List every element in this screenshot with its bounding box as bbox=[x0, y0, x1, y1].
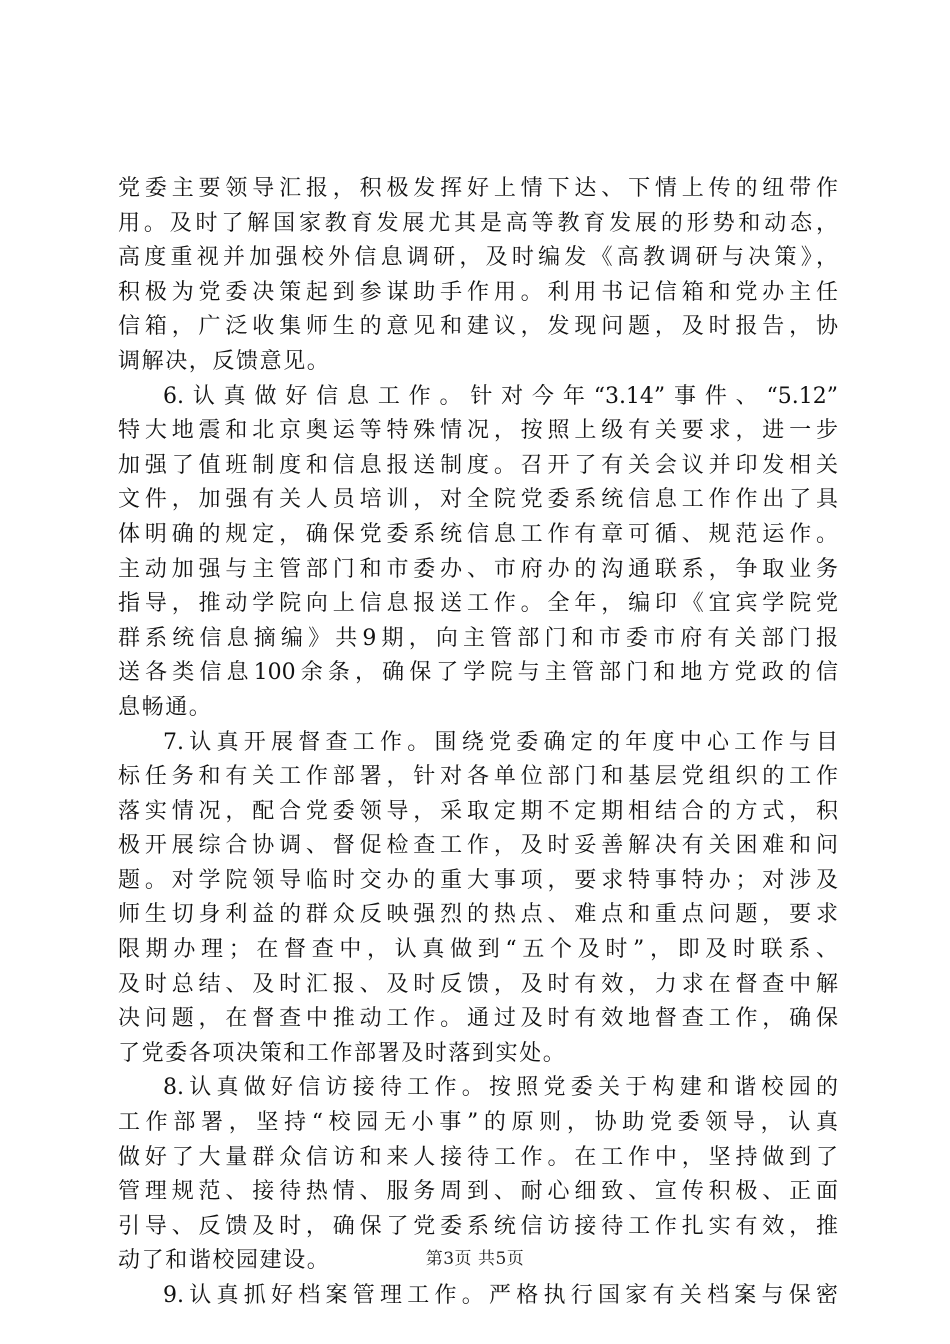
text-line: 7.认真开展督查工作。围绕党委确定的年度中心工作与目 bbox=[163, 729, 838, 755]
text-line: 极开展综合协调、督促检查工作，及时妥善解决有关困难和问 bbox=[118, 833, 838, 859]
text-line: 6.认真做好信息工作。针对今年“3.14”事件、“5.12” bbox=[163, 383, 838, 409]
text-line: 落实情况，配合党委领导，采取定期不定期相结合的方式，积 bbox=[118, 798, 838, 824]
text-line: 息畅通。 bbox=[118, 694, 213, 720]
text-line: 限期办理；在督查中，认真做到“五个及时”，即及时联系、 bbox=[118, 937, 838, 963]
text-line: 群系统信息摘编》共9期，向主管部门和市委市府有关部门报 bbox=[118, 625, 838, 651]
text-line: 做好了大量群众信访和来人接待工作。在工作中，坚持做到了 bbox=[118, 1144, 838, 1170]
text-line: 用。及时了解国家教育发展尤其是高等教育发展的形势和动态， bbox=[118, 210, 838, 236]
text-line: 引导、反馈及时，确保了党委系统信访接待工作扎实有效，推 bbox=[118, 1213, 838, 1239]
text-line: 标任务和有关工作部署，针对各单位部门和基层党组织的工作 bbox=[118, 764, 838, 790]
text-line: 了党委各项决策和工作部署及时落到实处。 bbox=[118, 1040, 567, 1066]
text-line: 9.认真抓好档案管理工作。严格执行国家有关档案与保密 bbox=[163, 1283, 838, 1308]
text-line: 积极为党委决策起到参谋助手作用。利用书记信箱和党办主任 bbox=[118, 279, 838, 305]
text-line: 调解决，反馈意见。 bbox=[118, 348, 331, 374]
text-line: 党委主要领导汇报，积极发挥好上情下达、下情上传的纽带作 bbox=[118, 176, 838, 201]
text-line: 主动加强与主管部门和市委办、市府办的沟通联系，争取业务 bbox=[118, 556, 838, 582]
text-line: 指导，推动学院向上信息报送工作。全年，编印《宜宾学院党 bbox=[118, 591, 838, 617]
text-line: 题。对学院领导临时交办的重大事项，要求特事特办；对涉及 bbox=[118, 867, 838, 893]
text-line: 加强了值班制度和信息报送制度。召开了有关会议并印发相关 bbox=[118, 452, 838, 478]
text-line: 送各类信息100余条，确保了学院与主管部门和地方党政的信 bbox=[118, 660, 838, 686]
text-line: 及时总结、及时汇报、及时反馈，及时有效，力求在督查中解 bbox=[118, 971, 838, 997]
text-line: 师生切身利益的群众反映强烈的热点、难点和重点问题，要求 bbox=[118, 902, 838, 928]
text-line: 高度重视并加强校外信息调研，及时编发《高教调研与决策》， bbox=[118, 245, 838, 271]
text-line: 动了和谐校园建设。 bbox=[118, 1248, 331, 1274]
text-line: 信箱，广泛收集师生的意见和建议，发现问题，及时报告，协 bbox=[118, 314, 838, 340]
text-line: 管理规范、接待热情、服务周到、耐心细致、宣传积极、正面 bbox=[118, 1179, 838, 1205]
text-line: 8.认真做好信访接待工作。按照党委关于构建和谐校园的 bbox=[163, 1075, 838, 1101]
document-body bbox=[118, 172, 838, 1314]
page-number-footer: 第3页 共5页 bbox=[425, 1249, 525, 1269]
text-line: 决问题，在督查中推动工作。通过及时有效地督查工作，确保 bbox=[118, 1006, 838, 1032]
text-line: 体明确的规定，确保党委系统信息工作有章可循、规范运作。 bbox=[118, 521, 838, 547]
text-line: 文件，加强有关人员培训，对全院党委系统信息工作作出了具 bbox=[118, 487, 838, 513]
text-line: 工作部署，坚持“校园无小事”的原则，协助党委领导，认真 bbox=[118, 1110, 838, 1136]
text-line: 特大地震和北京奥运等特殊情况，按照上级有关要求，进一步 bbox=[118, 418, 838, 444]
